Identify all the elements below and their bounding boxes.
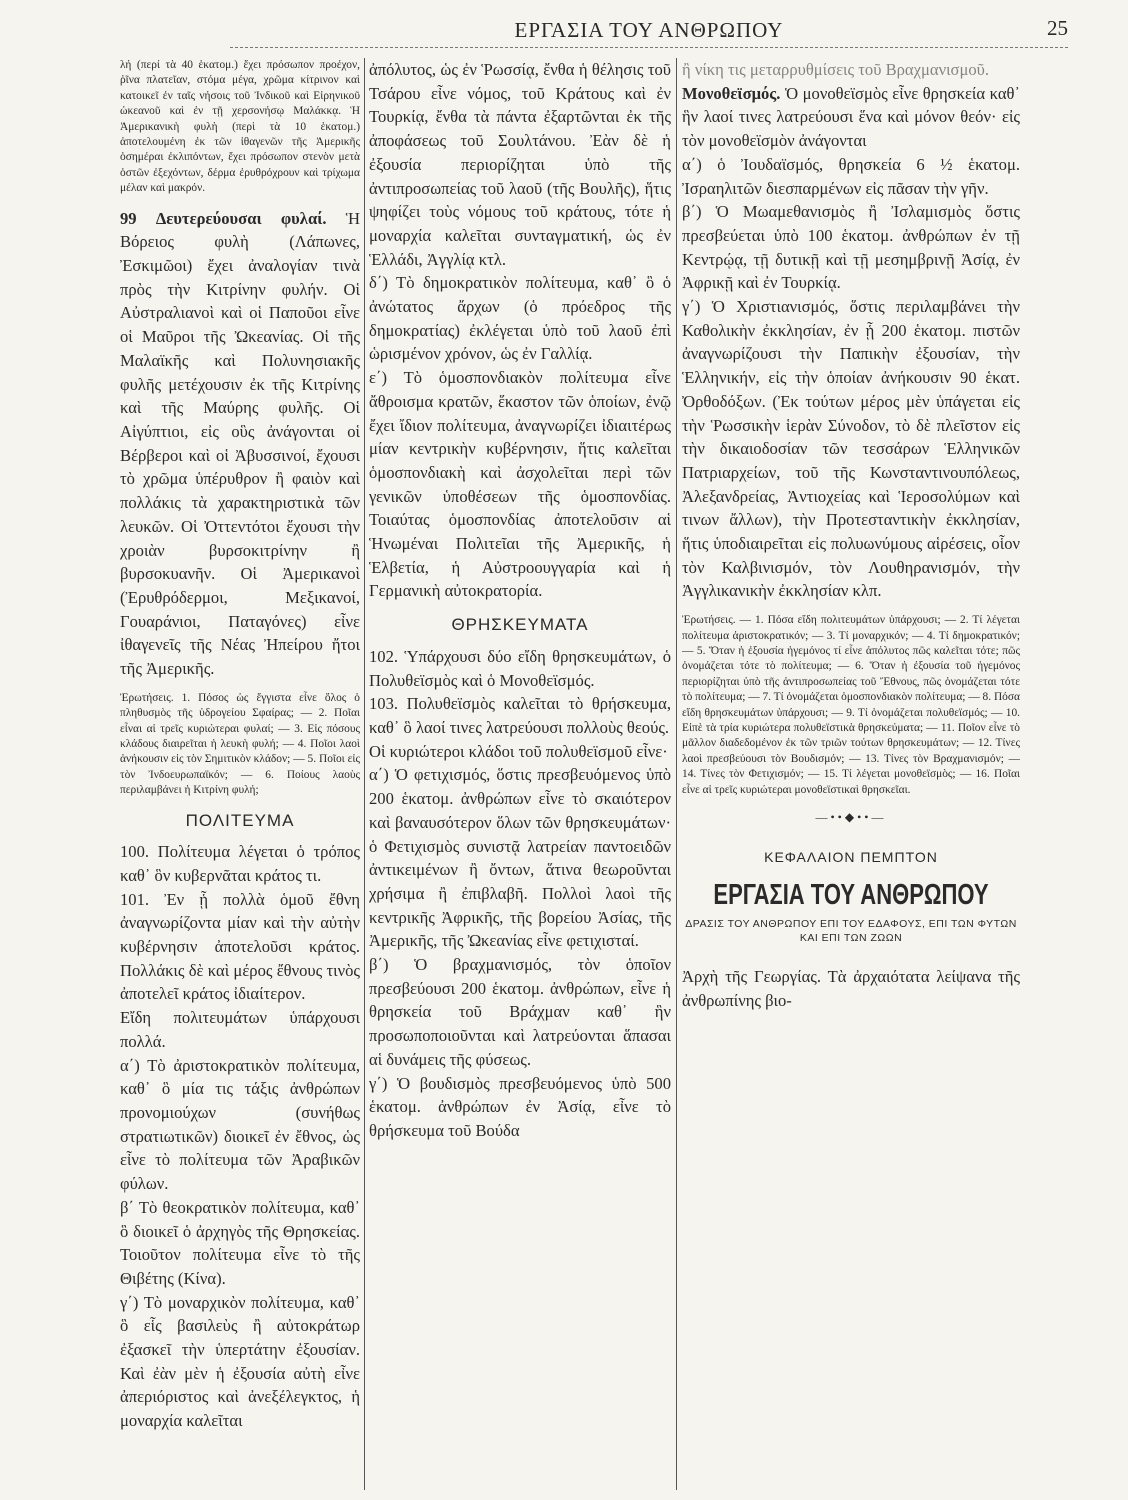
paragraph-99 — [120, 207, 360, 681]
item-monarchic: γ΄) Τὸ μοναρχικὸν πολίτευμα, καθ᾽ ὃ εἷς βασιλεὺς ἢ αὐτοκράτωρ ἐξασκεῖ τὴν ὑπερτάτην ἐξουσίαν. Καὶ ἐὰν μὲν ἡ ἐξουσία αὐτὴ εἶνε ἀπεριόριστος καὶ ἀνεξέλεγκτος, ἡ μοναρχία καλεῖται — [120, 1292, 360, 1431]
paragraph-title: Δευτερεύουσαι φυλαί. — [155, 208, 327, 228]
paragraph-102: 102. Ὑπάρχουσι δύο εἴδη θρησκευμάτων, ὁ Πολυθεϊσμὸς καὶ ὁ Μονοθεϊσμός. — [369, 646, 671, 690]
paragraph-103: 103. Πολυθεϊσμὸς καλεῖται τὸ θρήσκευμα, καθ᾽ ὃ λαοί τινες λατρεύουσι πολλοὺς θεούς. — [369, 694, 671, 737]
branches-intro: Οἱ κυριώτεροι κλάδοι τοῦ πολυθεϊσμοῦ εἶνε· — [369, 741, 668, 761]
item-federal: ε΄) Τὸ ὁμοσπονδιακὸν πολίτευμα εἶνε ἄθροισμα κρατῶν, ἕκαστον τῶν ὁποίων, ἐνῷ ἔχει ἴδιον πολίτευμα, ἀναγνωρίζει ἰδιαιτέρως μίαν κεντρικὴν κυβέρνησιν, ἥτις καλεῖται ὁμοσπονδιακὴ καὶ ἀσχολεῖται περὶ τῶν γενικῶν ὑποθέσεων τῆς ὁμοσπονδίας. Τοιαύτας ὁμοσπονδίας ἀποτελοῦσιν αἱ Ἡνωμέναι Πολιτεῖαι τῆς Ἀμερικῆς, ἡ Ἑλβετία, ἡ Αὐστροουγγαρία καὶ ἡ Γερμανικὴ αὐτοκρατορία. — [369, 368, 671, 601]
section-heading-religions: ΘΡΗΣΚΕΥΜΑΤΑ — [451, 615, 589, 635]
chapter-title: ΕΡΓΑΣΙΑ ΤΟΥ ΑΝΘΡΩΠΟΥ — [713, 878, 989, 912]
running-title: ΕΡΓΑΣΙΑ ΤΟΥ ΑΝΘΡΩΠΟΥ — [514, 18, 784, 42]
item-buddhism: γ΄) Ὁ βουδισμὸς πρεσβευόμενος ὑπὸ 500 ἑκατομ. ἀνθρώπων ἐν Ἀσίᾳ, εἶνε τὸ θρήσκευμα τοῦ Βούδα — [369, 1073, 671, 1140]
section-heading-politeuma: ΠΟΛΙΤΕΥΜΑ — [185, 810, 295, 830]
faded-top-text: ἢ νίκη τις μεταρρυθμίσεις τοῦ Βραχμανισμοῦ. — [682, 60, 990, 79]
intro-paragraph: λή (περί τὰ 40 ἑκατομ.) ἔχει πρόσωπον προέχον, ῥῖνα πλατεῖαν, στόμα μέγα, χρῶμα κίτρινον καὶ κατοικεῖ ἐν ταῖς νήσοις τοῦ Ἰνδικοῦ καὶ Εἰρηνικοῦ ὠκεανοῦ καὶ ἐν τῇ χερσονήσῳ Μαλάκκᾳ. Ἡ Ἀμερικανικὴ φυλὴ (περὶ τὰ 10 ἑκατομ.) ἀποτελουμένη ἐκ τῶν ἰθαγενῶν τῆς Ἀμερικῆς ὁσημέραι ἐκλιπόντων, ἔχει πρόσωπον στενὸν μετὰ ὀστῶν ἐξεχόντων, δέρμα ἐρυθρόχρουν καὶ τρίχωμα μέλαν καὶ μακρόν. — [120, 59, 360, 195]
item-judaism: α΄) ὁ Ἰουδαϊσμός, θρησκεία 6 ½ ἑκατομ. Ἰσραηλιτῶν διεσπαρμένων εἰς πᾶσαν τὴν γῆν. — [682, 154, 1020, 198]
page-number: 25 — [1047, 16, 1068, 40]
item-christianity: γ΄) Ὁ Χριστιανισμός, ὅστις περιλαμβάνει τὴν Καθολικὴν ἐκκλησίαν, ἐν ᾗ 200 ἑκατομ. πιστῶν ἀναγνωρίζουσι τὴν Παπικὴν ἐξουσίαν, τὴν Ἑλληνικήν, εἰς τὴν ὁποίαν ἀνήκουσιν 90 ἑκατ. Ὀρθοδόξων. (Ἐκ τούτων μέρος μὲν ὑπάγεται εἰς τὴν Ῥωσσικὴν ἱερὰν Σύνοδον, τὸ δὲ πλεῖστον εἰς τὴν δικαιοδοσίαν τῶν τεσσάρων Ἑλληνικῶν Πατριαρχείων, τοῦ τῆς Κωνσταντινουπόλεως, Ἀλεξανδρείας, Ἀντιοχείας καὶ Ἱεροσολύμων καὶ τινων ἄλλων), τὴν Προτεσταντικὴν ἐκκλησίαν, ἥτις ὑποδιαιρεῖται εἰς πολυωνύμους αἱρέσεις, οἷον τὸν Καλβινισμόν, τὸν Λουθηρανισμόν, τὴν Ἀγγλικανικὴν ἐκκλησίαν κλπ. — [682, 297, 1020, 601]
questions-block: Ἐρωτήσεις. — 1. Πόσα εἴδη πολιτευμάτων ὑπάρχουσι; — 2. Τί λέγεται πολίτευμα ἀριστοκρατικόν; — 3. Τί μοναρχικόν; — 4. Τί δημοκρατικόν; — 5. Ὅταν ἡ ἐξουσία ἡγεμόνος τί εἶνε ἀπόλυτος πῶς καλεῖται τότε; πῶς ὀνομάζεται τότε τὸ πολίτευμα; — 6. Ὅταν ἡ ἐξουσία τοῦ ἡγεμόνος περιορίζηται ὑπὸ τῆς ἀντιπροσωπείας τοῦ Ἔθνους, πῶς ὀνομάζεται τότε τὸ πολίτευμα; — 7. Τί ὀνομάζεται ὁμοσπονδιακὸν πολίτευμα; — 8. Πόσα εἴδη θρησκευμάτων ὑπάρχουσι; — 9. Τί ὀνομάζεται πολυθεϊσμός; — 10. Εἰπὲ τὰ τρία κυριώτερα πολυθεϊστικὰ θρησκεύματα; — 11. Ποῖον εἶνε τὸ μᾶλλον διαδεδομένον ἐκ τῶν τριῶν τούτων θρησκευμάτων; — 12. Τίνες λαοὶ πρεσβεύουσι τὸν Βουδισμόν; — 13. Τίνες τὸν Βραχμανισμόν; — 14. Τίνες τὸν Φετιχισμόν; — 15. Τί λέγεται μονοθεϊσμὸς; — 16. Ποῖαι εἶνε αἱ τρεῖς κυριώτεραι μονοθεϊστικαὶ θρησκεῖαι. — [682, 614, 1020, 796]
column-left — [120, 58, 360, 1494]
chapter-opening-text: Ἀρχὴ τῆς Γεωργίας. Τὰ ἀρχαιότατα λείψανα τῆς ἀνθρωπίνης βιο- — [682, 967, 1020, 1010]
questions-block: Ἐρωτήσεις. 1. Πόσος ὡς ἔγγιστα εἶνε ὅλος ὁ πληθυσμὸς τῆς ὑδρογείου Σφαίρας; — 2. Ποῖαι εἶναι αἱ τρεῖς κυριώτεραι φυλαί; — 3. Εἰς πόσους κλάδους διαιρεῖται ἡ λευκὴ φυλή; — 4. Ποῖοι λαοὶ ἀνήκουσιν εἰς τὸν Σημιτικὸν κλάδον; — 5. Ποῖοι εἰς τὸν Ἰνδοευρωπαϊκόν; — 6. Ποίους λαοὺς περιλαμβάνει ἡ Κιτρίνη φυλή; — [120, 691, 360, 797]
paragraph-text: Ἡ Βόρειος φυλὴ (Λάπωνες, Ἐσκιμῶοι) ἔχει ἀναλογίαν τινὰ πρὸς τὴν Κιτρίνην φυλήν. Οἱ Αὐστραλιανοὶ καὶ οἱ Παποῦοι εἶνε οἱ Μαῦροι τῆς Ὠκεανίας. Οἱ τῆς Μαλαϊκῆς καὶ Πολυνησιακῆς φυλῆς μετέχουσιν ἐκ τῆς Κιτρίνης καὶ τῆς Μαύρης φυλῆς. Οἱ Αἰγύπτιοι, εἰς οὓς ἀνάγονται οἱ Βέρβεροι καὶ οἱ Ἀβυσσινοί, ἔχουσι τὸ χρῶμα ὑπέρυθρον ἢ φαιὸν καὶ πολλάκις τὰ χαρακτηριστικὰ τῶν λευκῶν. Οἱ Ὀττεντότοι ἔχουσι τὴν χροιὰν βυρσοκιτρίνην ἢ βυρσοκυανῆν. Οἱ Ἀμερικανοὶ (Ἐρυθρόδερμοι, Μεξικανοί, Γουαράνιοι, Παταγόνες) εἶνε ἰθαγενεῖς τῆς Νέας Ἠπείρου ἤτοι τῆς Ἀμερικῆς. — [120, 208, 360, 679]
column-divider — [364, 58, 365, 1490]
paragraph-100: 100. Πολίτευμα λέγεται ὁ τρόπος καθ᾽ ὃν κυβερνᾶται κράτος τι. — [120, 842, 360, 885]
monotheism-paragraph — [682, 82, 1020, 153]
kinds-intro: Εἴδη πολιτευμάτων ὑπάρχουσι πολλά. — [120, 1008, 360, 1051]
column-right — [682, 58, 1020, 1494]
header-rule — [230, 47, 1068, 48]
paragraph-text: Ὁ μονοθεϊσμὸς εἶνε θρησκεία καθ᾽ ἣν λαοί τινες λατρεύουσι ἕνα καὶ μόνον θεόν· εἰς τὸν μονοθεϊσμὸν ἀνάγονται — [682, 83, 1020, 151]
paragraph-101: 101. Ἐν ᾗ πολλὰ ὁμοῦ ἔθνη ἀναγνωρίζοντα μίαν καὶ τὴν αὐτὴν κυβέρνησιν ἀποτελοῦσι κράτος. Πολλάκις δὲ καὶ μέρος ἔθνους τινὸς ἀποτελεῖ κράτος ἰδιαίτερον. — [120, 889, 360, 1004]
page-header — [230, 10, 1068, 50]
item-brahmanism: β΄) Ὁ βραχμανισμός, τὸν ὁποῖον πρεσβεύουσι 200 ἑκατομ. ἀνθρώπων, εἶνε ἡ θρησκεία τοῦ Βράχμαν καθ᾽ ἣν προσωποποιοῦνται καὶ λατρεύονται ἅπασαι αἱ δυνάμεις τῆς φύσεως. — [369, 955, 671, 1069]
item-theocratic: β΄ Τὸ θεοκρατικὸν πολίτευμα, καθ᾽ ὃ διοικεῖ ὁ ἀρχηγὸς τῆς Θρησκείας. Τοιοῦτον πολίτευμα εἶνε τὸ τῆς Θιβέτης (Κίνα). — [120, 1197, 360, 1288]
chapter-subtitle: ΔΡΑΣΙΣ ΤΟΥ ΑΝΘΡΩΠΟΥ ΕΠΙ ΤΟΥ ΕΔΑΦΟΥΣ, ΕΠΙ ΤΩΝ ΦΥΤΩΝ ΚΑΙ ΕΠΙ ΤΩΝ ΖΩΩΝ — [685, 918, 1017, 945]
item-democratic: δ΄) Τὸ δημοκρατικὸν πολίτευμα, καθ᾽ ὃ ὁ ἀνώτατος ἄρχων (ὁ πρόεδρος τῆς δημοκρατίας) ἐκλέγεται ὑπὸ τοῦ λαοῦ ἐπὶ ὡρισμένον χρόνον, ὡς ἐν Γαλλίᾳ. — [369, 273, 671, 364]
ornament-divider: —••◆••— — [815, 810, 887, 825]
item-fetishism: α΄) Ὁ φετιχισμός, ὅστις πρεσβευόμενος ὑπὸ 200 ἑκατομ. ἀνθρώπων εἶνε τὸ σκαιότερον καὶ βαναυσότερον ὅλων τῶν θρησκευμάτων· ὁ Φετιχισμὸς συνιστᾷ λατρείαν παντοειδῶν ἀντικειμένων ἢ ὄντων, ἅτινα θεωροῦνται χρήσιμα ἢ ἐπιβλαβῆ. Πολλοὶ λαοὶ τῆς κεντρικῆς Ἀφρικῆς, τῆς βορείου Ἀσίας, τῆς Ἀμερικῆς, τῆς Ὠκεανίας εἶνε φετιχισταί. — [369, 765, 671, 951]
column-middle — [369, 58, 671, 1494]
continuation-text: ἀπόλυτος, ὡς ἐν Ῥωσσίᾳ, ἔνθα ἡ θέλησις τοῦ Τσάρου εἶνε νόμος, τοῦ Κράτους καὶ ἐν Τουρκίᾳ, ἔνθα τὰ πάντα ἐξαρτῶνται ἐκ τῆς ἀποφάσεως τοῦ Σουλτάνου. Ἐὰν δὲ ἡ ἐξουσία περιορίζηται ὑπὸ τῆς ἀντιπροσωπείας τοῦ λαοῦ (τῆς Βουλῆς), ἥτις ψηφίζει τοὺς νόμους τοῦ κράτους, τότε ἡ μοναρχία καλεῖται συνταγματική, ὡς ἐν Ἑλλάδι, Ἀγγλίᾳ κτλ. — [369, 60, 671, 269]
chapter-label: ΚΕΦΑΛΑΙΟΝ ΠΕΜΠΤΟΝ — [764, 848, 938, 865]
item-islam: β΄) Ὁ Μωαμεθανισμὸς ἢ Ἰσλαμισμὸς ὅστις πρεσβεύεται ὑπὸ 100 ἑκατομ. ἀνθρώπων ἐν τῇ Κεντρῴᾳ, τῇ δυτικῇ καὶ τῇ μεσημβρινῇ Ἀσίᾳ, ἐν Ἀφρικῇ καὶ ἐν Τουρκίᾳ. — [682, 202, 1020, 293]
item-aristocratic: α΄) Τὸ ἀριστοκρατικὸν πολίτευμα, καθ᾽ ὃ μία τις τάξις ἀνθρώπων προνομιούχων (συνήθως στρατιωτικῶν) διοικεῖ ἐν ἔθνος, ὡς εἶνε τὸ πολίτευμα τῶν Ἀραβικῶν φύλων. — [120, 1055, 360, 1194]
paragraph-number: 99 — [120, 208, 137, 228]
paragraph-title: Μονοθεϊσμός. — [682, 83, 781, 103]
column-divider — [676, 58, 677, 1490]
